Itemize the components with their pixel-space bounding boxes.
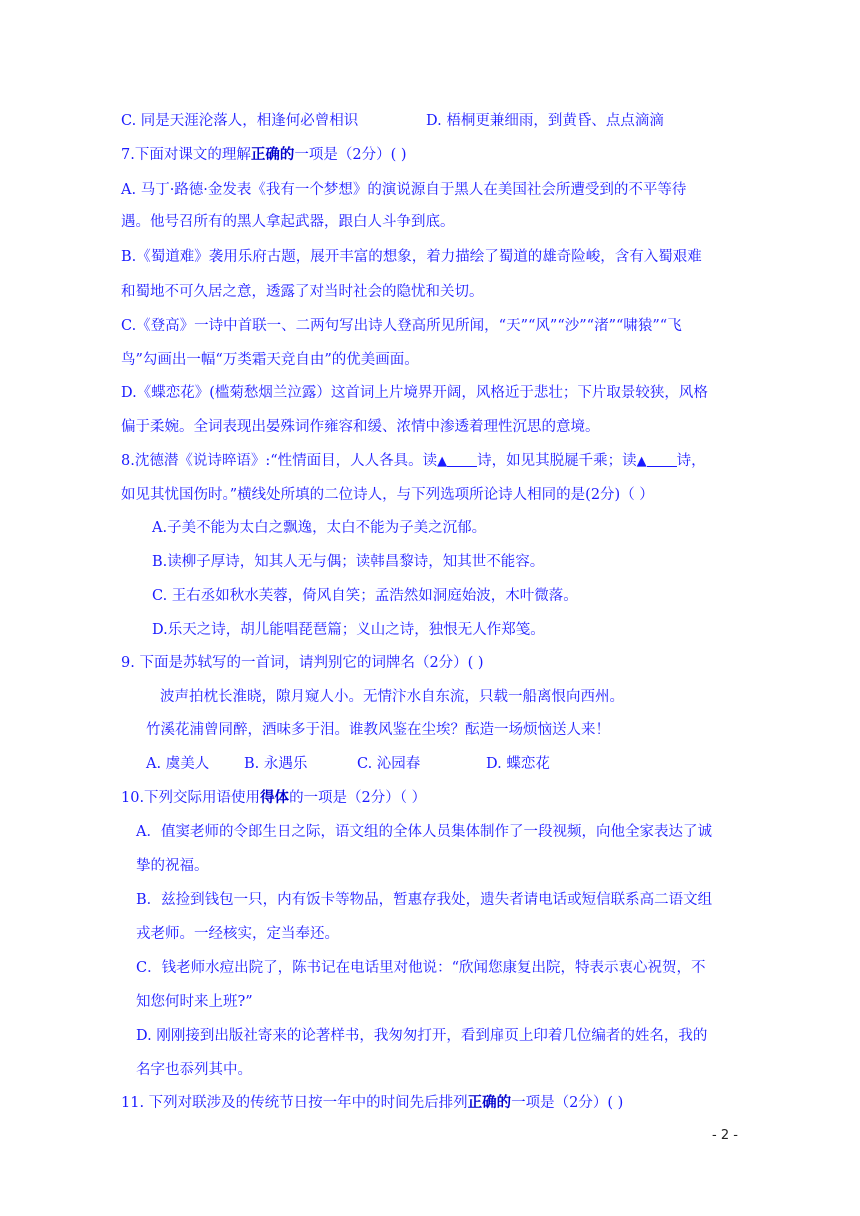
q7-text-post: 一项是（2分）( ) [294,147,407,163]
q10-option-c-line2: 知您何时来上班?” [136,994,253,1010]
q11-emphasis: 正确的 [467,1094,512,1111]
q9-option-b: B. 永遇乐 [244,756,308,772]
q7-option-a-line1: A. 马丁·路德·金发表《我有一个梦想》的演说源自于黑人在美国社会所遭受到的不平等待 [121,182,687,198]
q10-option-b-line1: B．兹捡到钱包一只，内有饭卡等物品，暂惠存我处，遗失者请电话或短信联系高二语文组 [136,892,713,908]
q9-poem-line1: 波声拍枕长淮晓，隙月窥人小。无情汴水自东流，只载一船离恨向西州。 [160,689,624,705]
fill-blank-1 [447,452,477,467]
q7-option-d-line2: 偏于柔婉。全词表现出晏殊词作雍容和缓、浓情中渗透着理性沉思的意境。 [121,419,600,435]
q7-text-pre: 7.下面对课文的理解 [121,147,251,163]
q6-option-d: D. 梧桐更兼细雨，到黄昏、点点滴滴 [426,113,664,129]
q8-text-a: 8.沈德潜《说诗晬语》:“性情面目，人人各具。读 [121,453,438,469]
q10-option-b-line2: 戎老师。一经核实，定当奉还。 [136,926,339,942]
blank-triangle-icon: ▲ [437,454,448,469]
q8-text-c: 诗， [676,453,706,469]
q8-option-c: C. 王右丞如秋水芙蓉，倚风自笑；孟浩然如洞庭始波，木叶微落。 [152,588,578,604]
page-number: - 2 - [712,1128,738,1143]
q9-option-c: C. 沁园春 [357,756,421,772]
question-11-stem [121,1093,623,1113]
q7-option-c-line1: C.《登高》一诗中首联一、二两句写出诗人登高所见所闻，“天”“风”“沙”“渚”“啸猿”“飞 [121,318,682,334]
question-8-stem-line2: 如见其忧国伤时。”横线处所填的二位诗人，与下列选项所论诗人相同的是(2分)（ ） [121,487,654,503]
q10-option-c-line1: C．钱老师水痘出院了，陈书记在电话里对他说：“欣闻您康复出院，特表示衷心祝贺，不 [136,960,706,976]
q10-option-d-line2: 名字也忝列其中。 [136,1062,252,1078]
q7-option-a-line2: 遇。他号召所有的黑人拿起武器，跟白人斗争到底。 [121,214,455,230]
q10-option-a-line2: 挚的祝福。 [136,858,209,874]
question-7-stem [121,145,407,165]
q10-option-d-line1: D. 刚刚接到出版社寄来的论著样书，我匆匆打开，看到扉页上印着几位编者的姓名，我的 [136,1028,708,1044]
question-10-stem [121,788,426,808]
q9-poem-line2: 竹溪花浦曾同醉，酒味多于泪。谁教风鉴在尘埃？酝造一场烦恼送人来！ [146,722,610,738]
q11-text-pre: 11. 下列对联涉及的传统节日按一年中的时间先后排列 [121,1095,468,1111]
fill-blank-2 [647,452,677,467]
q9-option-d: D. 蝶恋花 [486,756,550,772]
q10-text-post: 的一项是（2分）（ ） [289,790,427,806]
q6-option-c: C. 同是天涯沦落人，相逢何必曾相识 [121,113,359,129]
q7-option-b-line1: B.《蜀道难》袭用乐府古题，展开丰富的想象，着力描绘了蜀道的雄奇险峻，含有入蜀艰难 [121,249,702,265]
question-8-stem-line1 [121,451,706,472]
q7-option-b-line2: 和蜀地不可久居之意，透露了对当时社会的隐忧和关切。 [121,284,484,300]
q7-option-d-line1: D.《蝶恋花》(槛菊愁烟兰泣露）这首词上片境界开阔，风格近于悲壮；下片取景较狭，风格 [121,385,708,401]
question-9-stem: 9. 下面是苏轼写的一首词，请判别它的词牌名（2分）( ) [121,655,484,671]
q8-text-b: 诗，如见其脱屣千乘；读 [477,453,637,469]
q7-emphasis: 正确的 [250,146,295,163]
q10-text-pre: 10.下列交际用语使用 [121,790,261,806]
q10-option-a-line1: A．值窦老师的令郎生日之际，语文组的全体人员集体制作了一段视频，向他全家表达了诚 [136,824,712,840]
q8-option-b: B.读柳子厚诗，知其人无与偶；读韩昌黎诗，知其世不能容。 [152,554,545,570]
q10-emphasis: 得体 [260,789,290,806]
q8-option-a: A.子美不能为太白之飘逸，太白不能为子美之沉郁。 [152,520,487,536]
blank-triangle-icon: ▲ [636,454,647,469]
q7-option-c-line2: 鸟”勾画出一幅“万类霜天竞自由”的优美画面。 [121,352,419,368]
q8-option-d: D.乐天之诗，胡儿能唱琵琶篇；义山之诗，独恨无人作郑笺。 [152,622,545,638]
q9-option-a: A. 虞美人 [146,756,210,772]
q11-text-post: 一项是（2分）( ) [511,1095,624,1111]
